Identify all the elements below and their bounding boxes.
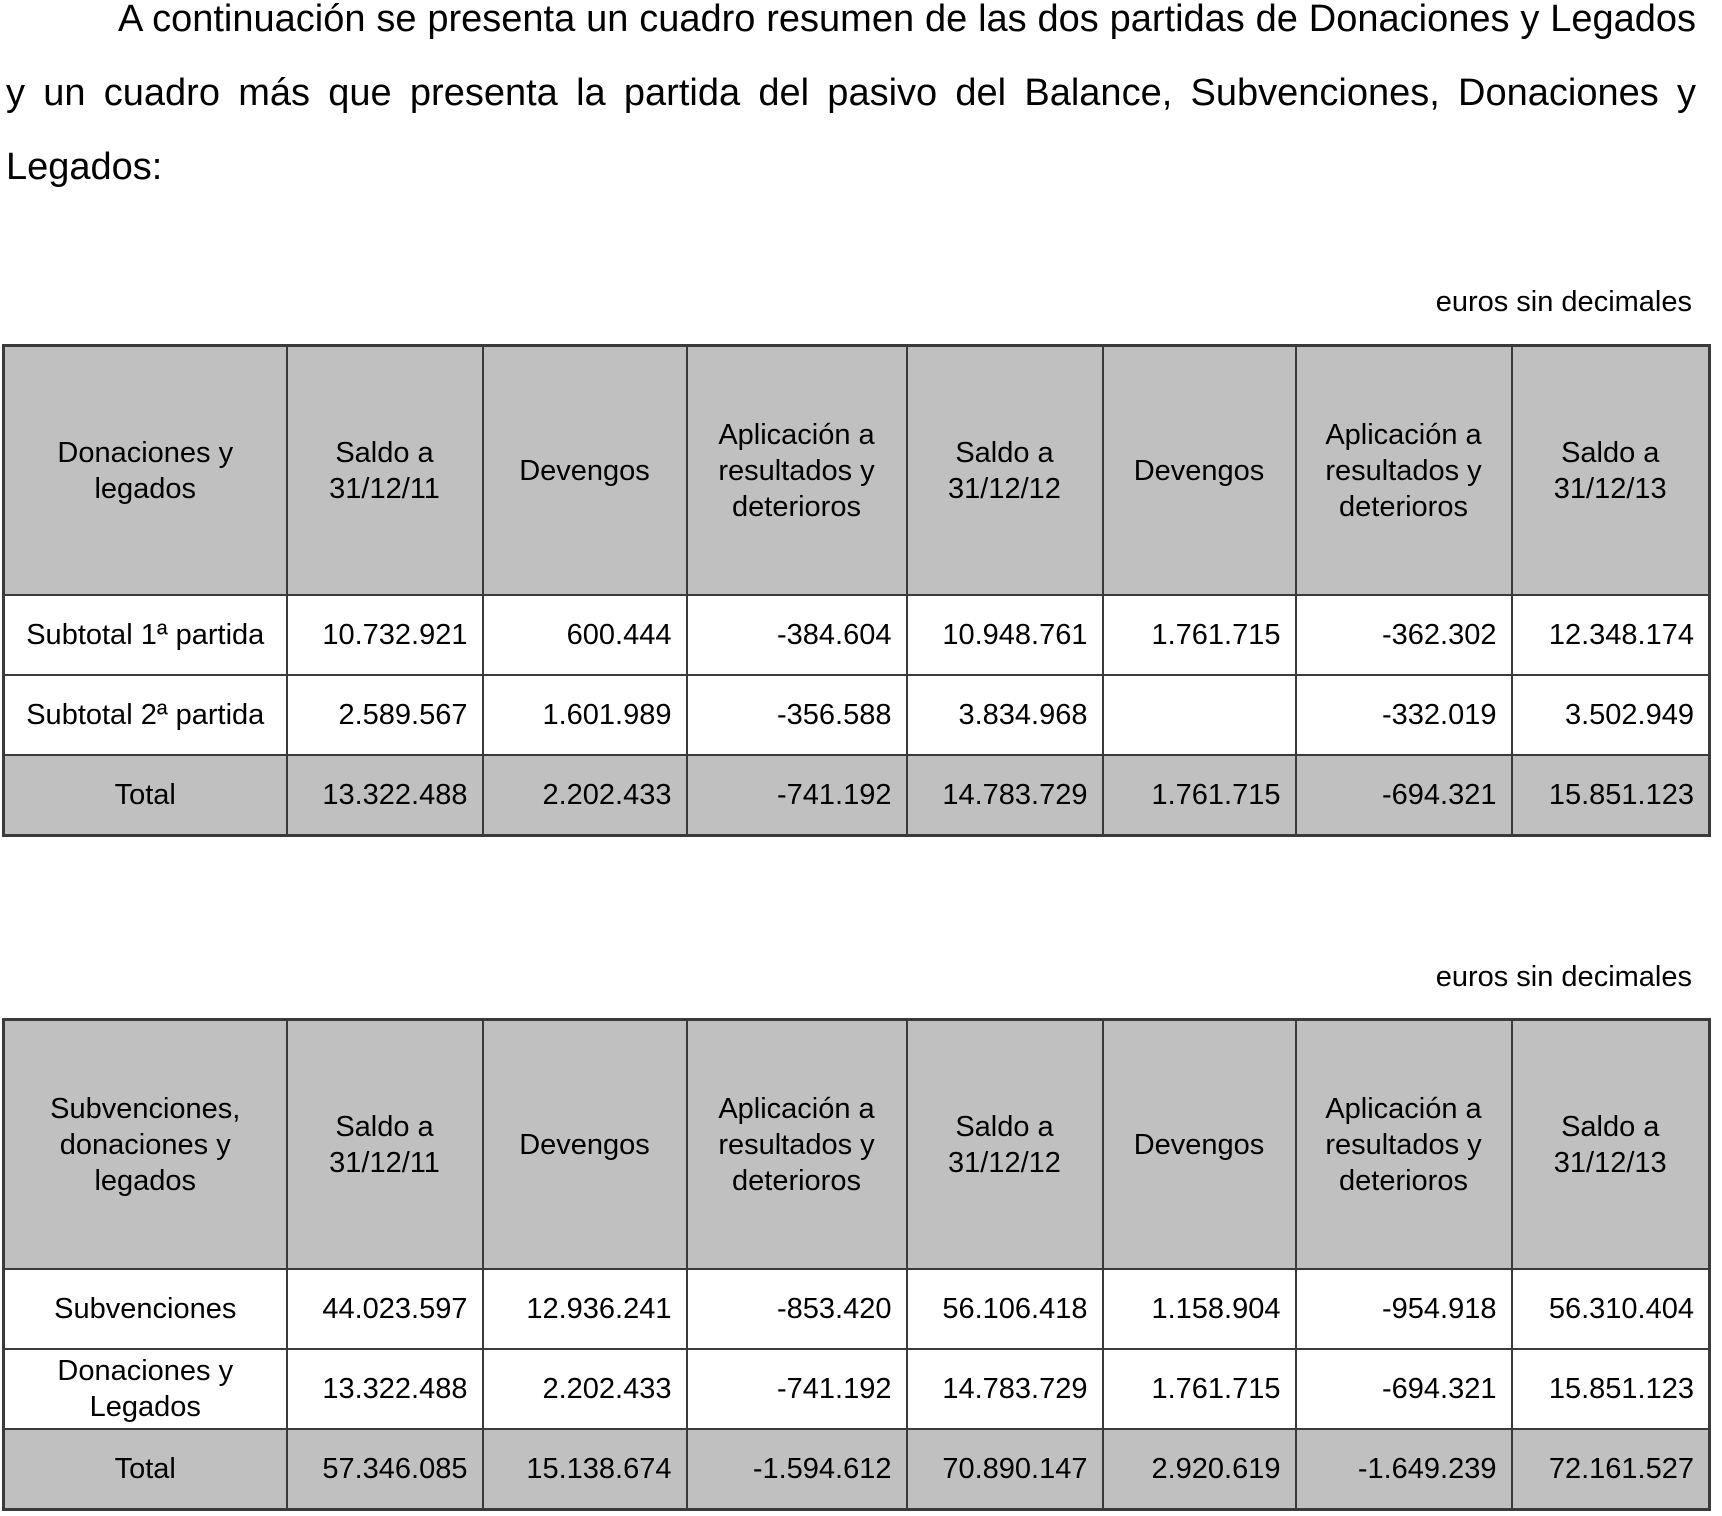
cell-value: -1.649.239	[1296, 1429, 1512, 1510]
intro-paragraph: A continuación se presenta un cuadro resumen de las dos partidas de Donaciones y Legados y un cuadro más que presenta la partida del pasivo del Balance, Subvenciones, Donaciones y Legados:	[6, 0, 1696, 188]
cell-value: -332.019	[1296, 675, 1512, 755]
header-saldo-2013: Saldo a 31/12/13	[1512, 346, 1710, 596]
cell-value: 1.761.715	[1103, 595, 1296, 675]
header-devengos-2013: Devengos	[1103, 1020, 1296, 1270]
subvenciones-donaciones-legados-table	[2, 1018, 1711, 1511]
header-saldo-2013: Saldo a 31/12/13	[1512, 1020, 1710, 1270]
row-label: Subtotal 1ª partida	[4, 595, 287, 675]
cell-value	[1103, 675, 1296, 755]
cell-value: 13.322.488	[287, 755, 483, 836]
row-label: Total	[4, 1429, 287, 1510]
total-row	[4, 755, 1710, 836]
table-header-row	[4, 1020, 1710, 1270]
header-devengos-2012: Devengos	[483, 346, 687, 596]
header-saldo-2011: Saldo a 31/12/11	[287, 1020, 483, 1270]
header-aplicacion-2013: Aplicación a resultados y deterioros	[1296, 346, 1512, 596]
cell-value: 56.310.404	[1512, 1269, 1710, 1349]
cell-value: 70.890.147	[907, 1429, 1103, 1510]
header-saldo-2011: Saldo a 31/12/11	[287, 346, 483, 596]
row-label: Subtotal 2ª partida	[4, 675, 287, 755]
cell-value: 1.158.904	[1103, 1269, 1296, 1349]
cell-value: 15.851.123	[1512, 755, 1710, 836]
cell-value: 15.851.123	[1512, 1349, 1710, 1429]
cell-value: 10.732.921	[287, 595, 483, 675]
cell-value: -356.588	[687, 675, 907, 755]
header-devengos-2013: Devengos	[1103, 346, 1296, 596]
cell-value: 15.138.674	[483, 1429, 687, 1510]
cell-value: 3.834.968	[907, 675, 1103, 755]
header-concepto: Donaciones y legados	[4, 346, 287, 596]
table-row	[4, 1269, 1710, 1349]
cell-value: -362.302	[1296, 595, 1512, 675]
cell-value: -384.604	[687, 595, 907, 675]
header-aplicacion-2012: Aplicación a resultados y deterioros	[687, 346, 907, 596]
row-label: Subvenciones	[4, 1269, 287, 1349]
cell-value: 2.920.619	[1103, 1429, 1296, 1510]
cell-value: -853.420	[687, 1269, 907, 1349]
cell-value: -741.192	[687, 1349, 907, 1429]
cell-value: 600.444	[483, 595, 687, 675]
cell-value: 1.601.989	[483, 675, 687, 755]
cell-value: 12.936.241	[483, 1269, 687, 1349]
cell-value: 14.783.729	[907, 755, 1103, 836]
header-devengos-2012: Devengos	[483, 1020, 687, 1270]
cell-value: 44.023.597	[287, 1269, 483, 1349]
header-saldo-2012: Saldo a 31/12/12	[907, 1020, 1103, 1270]
cell-value: 1.761.715	[1103, 755, 1296, 836]
cell-value: 2.589.567	[287, 675, 483, 755]
cell-value: 57.346.085	[287, 1429, 483, 1510]
cell-value: -741.192	[687, 755, 907, 836]
header-aplicacion-2012: Aplicación a resultados y deterioros	[687, 1020, 907, 1270]
row-label: Total	[4, 755, 287, 836]
donaciones-legados-table	[2, 344, 1711, 837]
header-concepto: Subvenciones, donaciones y legados	[4, 1020, 287, 1270]
row-label: Donaciones y Legados	[4, 1349, 287, 1429]
cell-value: 2.202.433	[483, 755, 687, 836]
table-row	[4, 675, 1710, 755]
table1-unit-label: euros sin decimales	[1435, 286, 1692, 318]
cell-value: 14.783.729	[907, 1349, 1103, 1429]
cell-value: -694.321	[1296, 755, 1512, 836]
cell-value: -954.918	[1296, 1269, 1512, 1349]
cell-value: 3.502.949	[1512, 675, 1710, 755]
header-saldo-2012: Saldo a 31/12/12	[907, 346, 1103, 596]
table2-unit-label: euros sin decimales	[1435, 961, 1692, 993]
cell-value: -1.594.612	[687, 1429, 907, 1510]
table-row	[4, 595, 1710, 675]
cell-value: 2.202.433	[483, 1349, 687, 1429]
cell-value: 13.322.488	[287, 1349, 483, 1429]
cell-value: -694.321	[1296, 1349, 1512, 1429]
cell-value: 56.106.418	[907, 1269, 1103, 1349]
cell-value: 10.948.761	[907, 595, 1103, 675]
header-aplicacion-2013: Aplicación a resultados y deterioros	[1296, 1020, 1512, 1270]
cell-value: 72.161.527	[1512, 1429, 1710, 1510]
cell-value: 12.348.174	[1512, 595, 1710, 675]
table-header-row	[4, 346, 1710, 596]
cell-value: 1.761.715	[1103, 1349, 1296, 1429]
table-row	[4, 1349, 1710, 1429]
total-row	[4, 1429, 1710, 1510]
